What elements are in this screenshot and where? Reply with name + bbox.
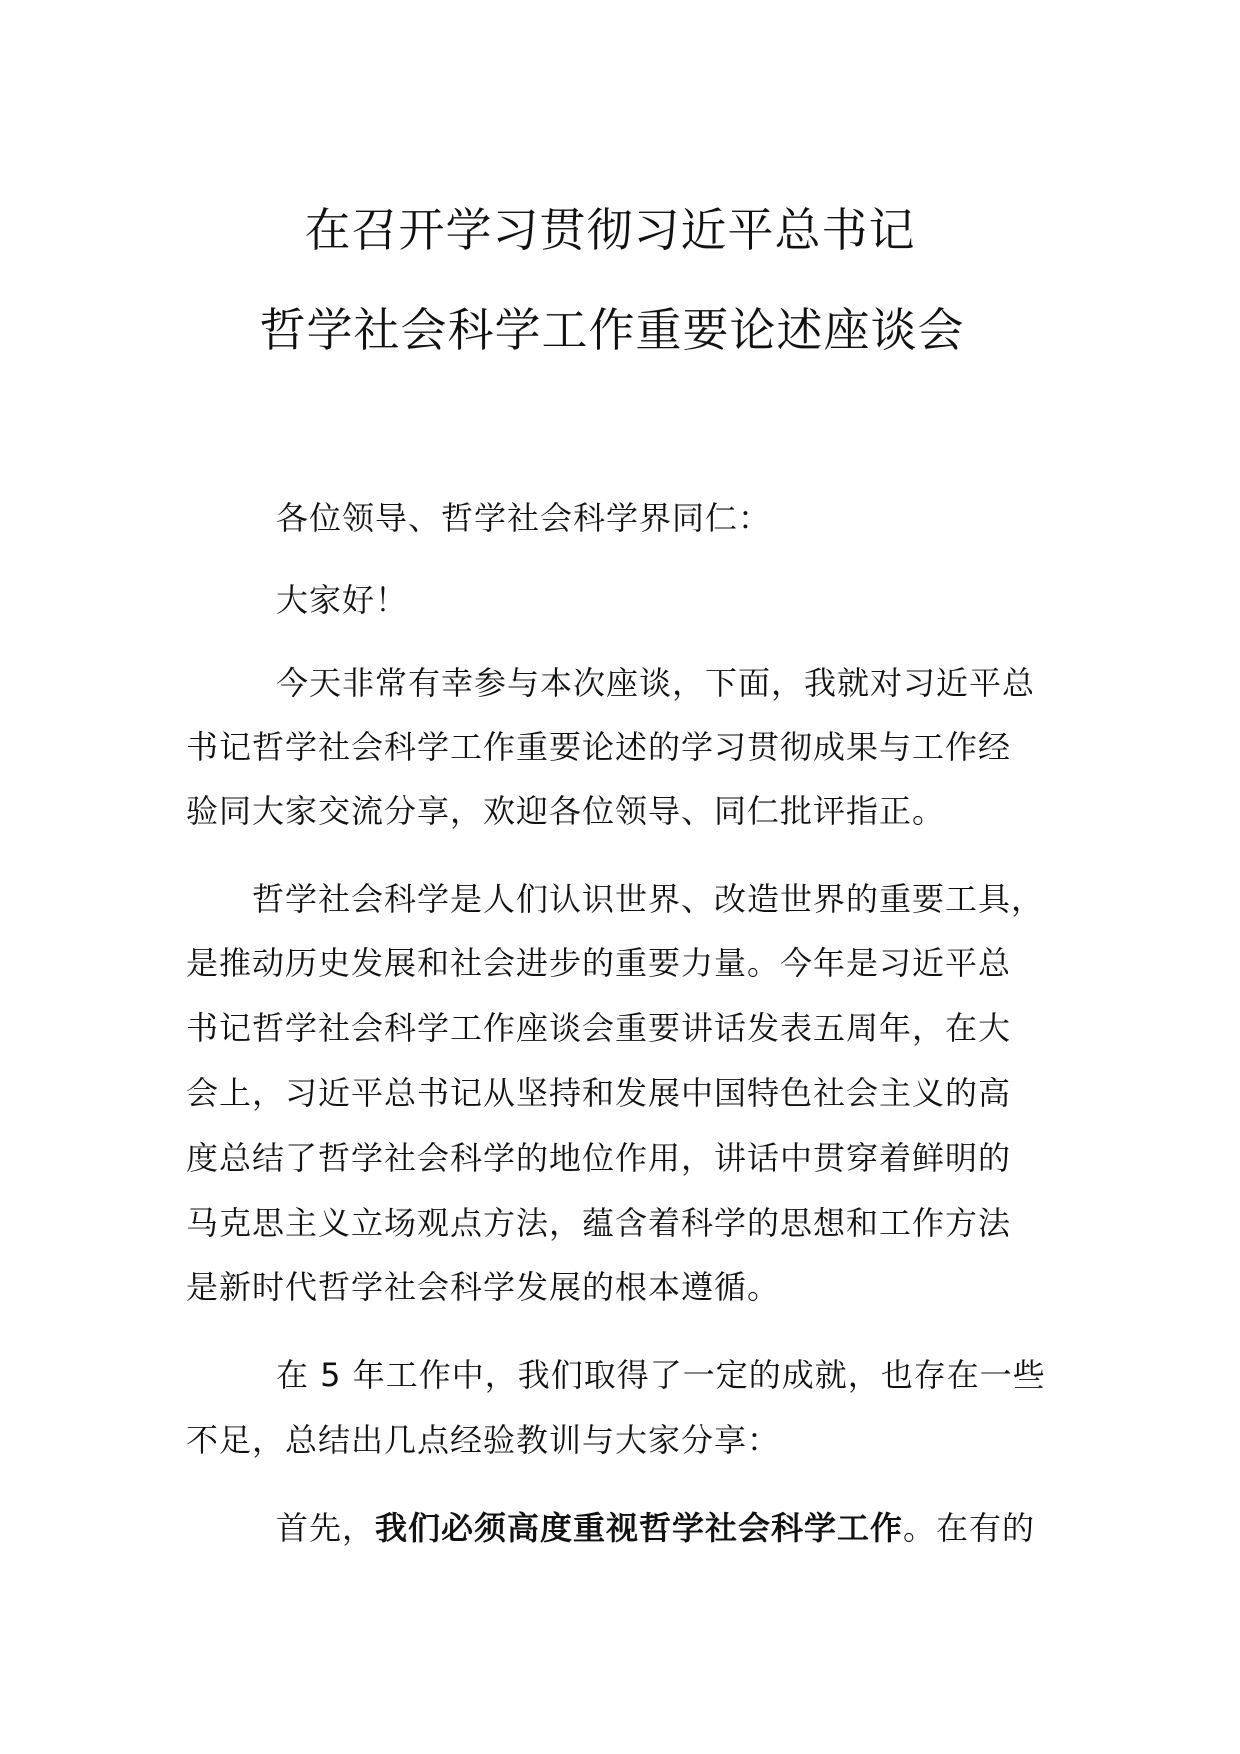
paragraph-4-line-1 — [276, 1506, 1035, 1550]
paragraph-2-line-4: 会上，习近平总书记从坚持和发展中国特色社会主义的高 — [186, 1074, 1012, 1112]
greeting: 大家好！ — [276, 581, 409, 619]
paragraph-1-line-3: 验同大家交流分享，欢迎各位领导、同仁批评指正。 — [186, 792, 946, 830]
paragraph-3-line-1: 在 5 年工作中，我们取得了一定的成就，也存在一些 — [276, 1356, 1046, 1394]
paragraph-1-line-2: 书记哲学社会科学工作重要论述的学习贯彻成果与工作经 — [186, 728, 1012, 766]
paragraph-4-lead: 首先， — [276, 1509, 376, 1547]
paragraph-2-line-2: 是推动历史发展和社会进步的重要力量。今年是习近平总 — [186, 944, 1012, 982]
salutation: 各位领导、哲学社会科学界同仁： — [276, 499, 772, 537]
paragraph-2-line-5: 度总结了哲学社会科学的地位作用，讲话中贯穿着鲜明的 — [186, 1139, 1012, 1177]
paragraph-1-line-1: 今天非常有幸参与本次座谈，下面，我就对习近平总 — [276, 664, 1036, 702]
paragraph-3-line-2: 不足，总结出几点经验教训与大家分享： — [186, 1421, 781, 1459]
document-title-line-2: 哲学社会科学工作重要论述座谈会 — [259, 303, 965, 357]
paragraph-2-line-6: 马克思主义立场观点方法，蕴含着科学的思想和工作方法 — [186, 1204, 1012, 1242]
paragraph-4-tail: 。在有的 — [903, 1509, 1036, 1547]
paragraph-2-line-3: 书记哲学社会科学工作座谈会重要讲话发表五周年，在大 — [186, 1009, 1012, 1047]
paragraph-2-line-1: 哲学社会科学是人们认识世界、改造世界的重要工具， — [252, 880, 1045, 918]
paragraph-2-line-7: 是新时代哲学社会科学发展的根本遵循。 — [186, 1268, 781, 1306]
paragraph-4-emphasis: 我们必须高度重视哲学社会科学工作 — [375, 1509, 904, 1547]
document-title-line-1: 在召开学习贯彻习近平总书记 — [304, 203, 916, 257]
